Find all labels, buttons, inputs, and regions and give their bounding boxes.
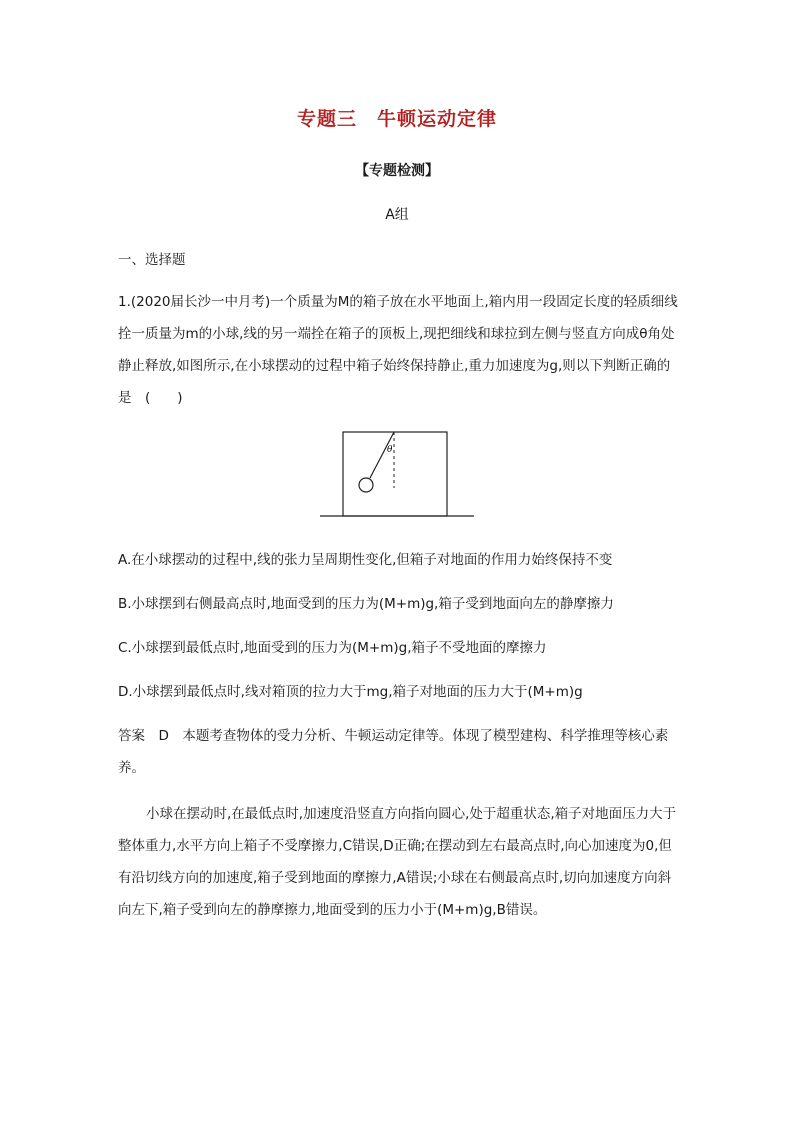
- question-text: 1.(2020届长沙一中月考)一个质量为M的箱子放在水平地面上,箱内用一段固定长度的轻质细线拴一质量为m的小球,线的另一端拴在箱子的顶板上,现把细线和球拉到左侧与竖直方向成θ角处静止释放,如图所示,在小球摆动的过程中箱子始终保持静止,重力加速度为g,则以下判断正确的是 ( ): [118, 294, 678, 406]
- option-b: B.小球摆到右侧最高点时,地面受到的压力为(M+m)g,箱子受到地面向左的静摩擦力: [118, 596, 614, 612]
- pendulum-box-figure: [318, 430, 478, 522]
- page-title: 专题三 牛顿运动定律: [296, 108, 497, 130]
- pendulum-string: [370, 432, 394, 478]
- section-subheading: 【专题检测】: [355, 163, 439, 179]
- angle-label: θ: [387, 445, 393, 455]
- option-d: D.小球摆到最低点时,线对箱顶的拉力大于mg,箱子对地面的压力大于(M+m)g: [118, 684, 583, 700]
- section-heading: 一、选择题: [118, 252, 186, 268]
- option-c: C.小球摆到最低点时,地面受到的压力为(M+m)g,箱子不受地面的摩擦力: [118, 640, 547, 656]
- box: [343, 432, 447, 516]
- answer-text: 答案 D 本题考查物体的受力分析、牛顿运动定律等。体现了模型建构、科学推理等核心素养。: [118, 728, 669, 776]
- explanation-text: 小球在摆动时,在最低点时,加速度沿竖直方向指向圆心,处于超重状态,箱子对地面压力大于整体重力,水平方向上箱子不受摩擦力,C错误,D正确;在摆动到左右最高点时,向心加速度为0,但有沿切线方向的加速度,箱子受到地面的摩擦力,A错误;小球在右侧最高点时,切向加速度方向斜向左下,箱子受到向左的静摩擦力,地面受到的压力小于(M+m)g,B错误。: [118, 806, 677, 918]
- group-label: A组: [385, 207, 409, 223]
- pendulum-ball: [359, 478, 373, 492]
- option-a: A.在小球摆动的过程中,线的张力呈周期性变化,但箱子对地面的作用力始终保持不变: [118, 552, 613, 568]
